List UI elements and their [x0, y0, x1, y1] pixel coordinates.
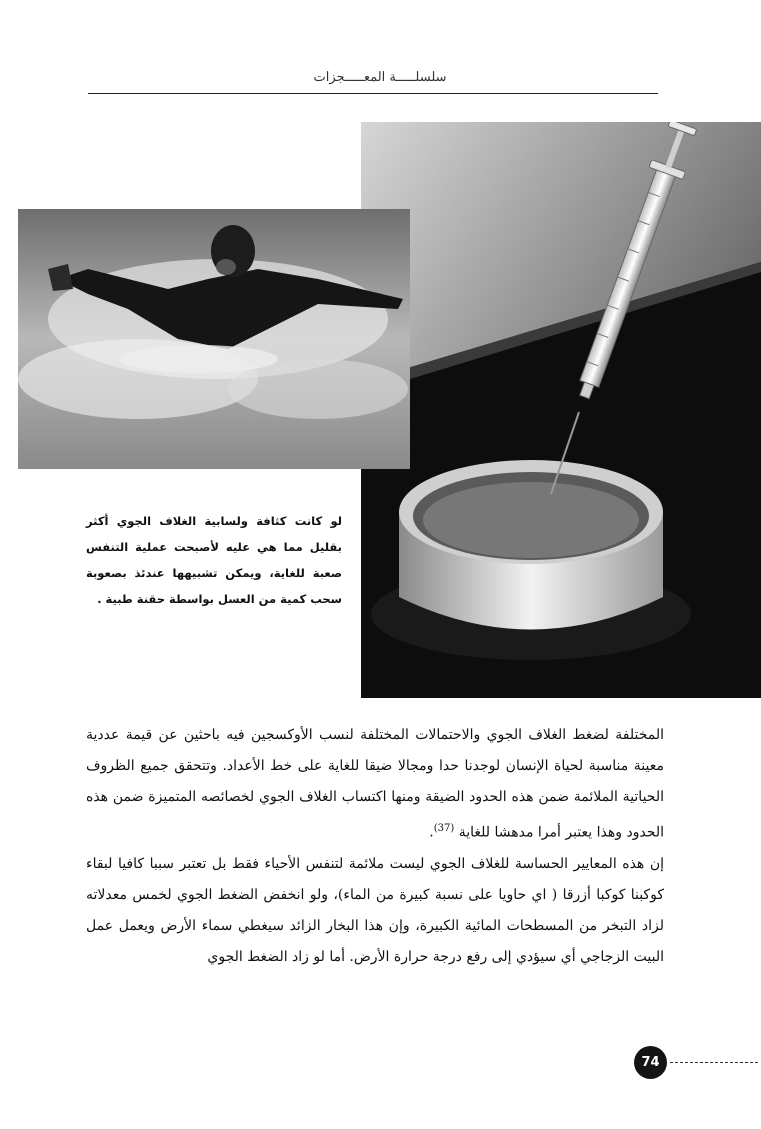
body-paragraph-1	[86, 720, 664, 849]
body-text	[86, 720, 664, 973]
footnote-reference: (37)	[433, 823, 455, 834]
body-paragraph-1-text: المختلفة لضغط الغلاف الجوي والاحتمالات المختلفة لنسب الأوكسجين فيه باحثين عن قيمة عددية معينة مناسبة لحياة الإنسان لوجدنا حدا ومجالا ضيقا للغاية على خط الأعداد. وتتحقق جميع الظروف الحياتية الملائمة ضمن هذه الحدود الضيقة ومنها اكتساب الغلاف الجوي لخصائصه المتميزة ضمن هذه الحدود وهذا يعتبر أمرا مدهشا للغاية	[86, 727, 664, 841]
header-rule	[88, 93, 658, 94]
body-paragraph-1-end: .	[429, 824, 434, 841]
syringe-illustration	[361, 122, 761, 698]
swimmer-illustration	[18, 209, 410, 469]
swimmer-photo	[18, 209, 410, 469]
page-number: 74	[634, 1046, 667, 1079]
photo-caption: لو كانت كثافة ولسابية الغلاف الجوي أكثر بقليل مما هي عليه لأصبحت عملية التنفس صعبة للغاية، ويمكن تشبيهها عندئذ بصعوبة سحب كمية من العسل بواسطة حقنة طبية .	[86, 514, 342, 606]
syringe-in-dish-photo	[361, 122, 761, 698]
body-paragraph-2: إن هذه المعايير الحساسة للغلاف الجوي ليست ملائمة لتنفس الأحياء فقط بل تعتبر سببا كافيا لبقاء كوكبنا كوكبا أزرقا ( اي حاويا على نسبة كبيرة من الماء)، ولو انخفض الضغط الجوي لخمس معدلاته لزاد التبخر من المسطحات المائية الكبيرة، وإن هذا البخار الزائد سيغطي سماء الأرض ويعمل عمل البيت الزجاجي أي سيؤدي إلى رفع درجة حرارة الأرض. أما لو زاد الضغط الجوي	[86, 855, 664, 965]
page-number-dashes	[670, 1062, 758, 1063]
running-header-title: سلسلـــــة المعـــــجزات	[313, 70, 447, 85]
